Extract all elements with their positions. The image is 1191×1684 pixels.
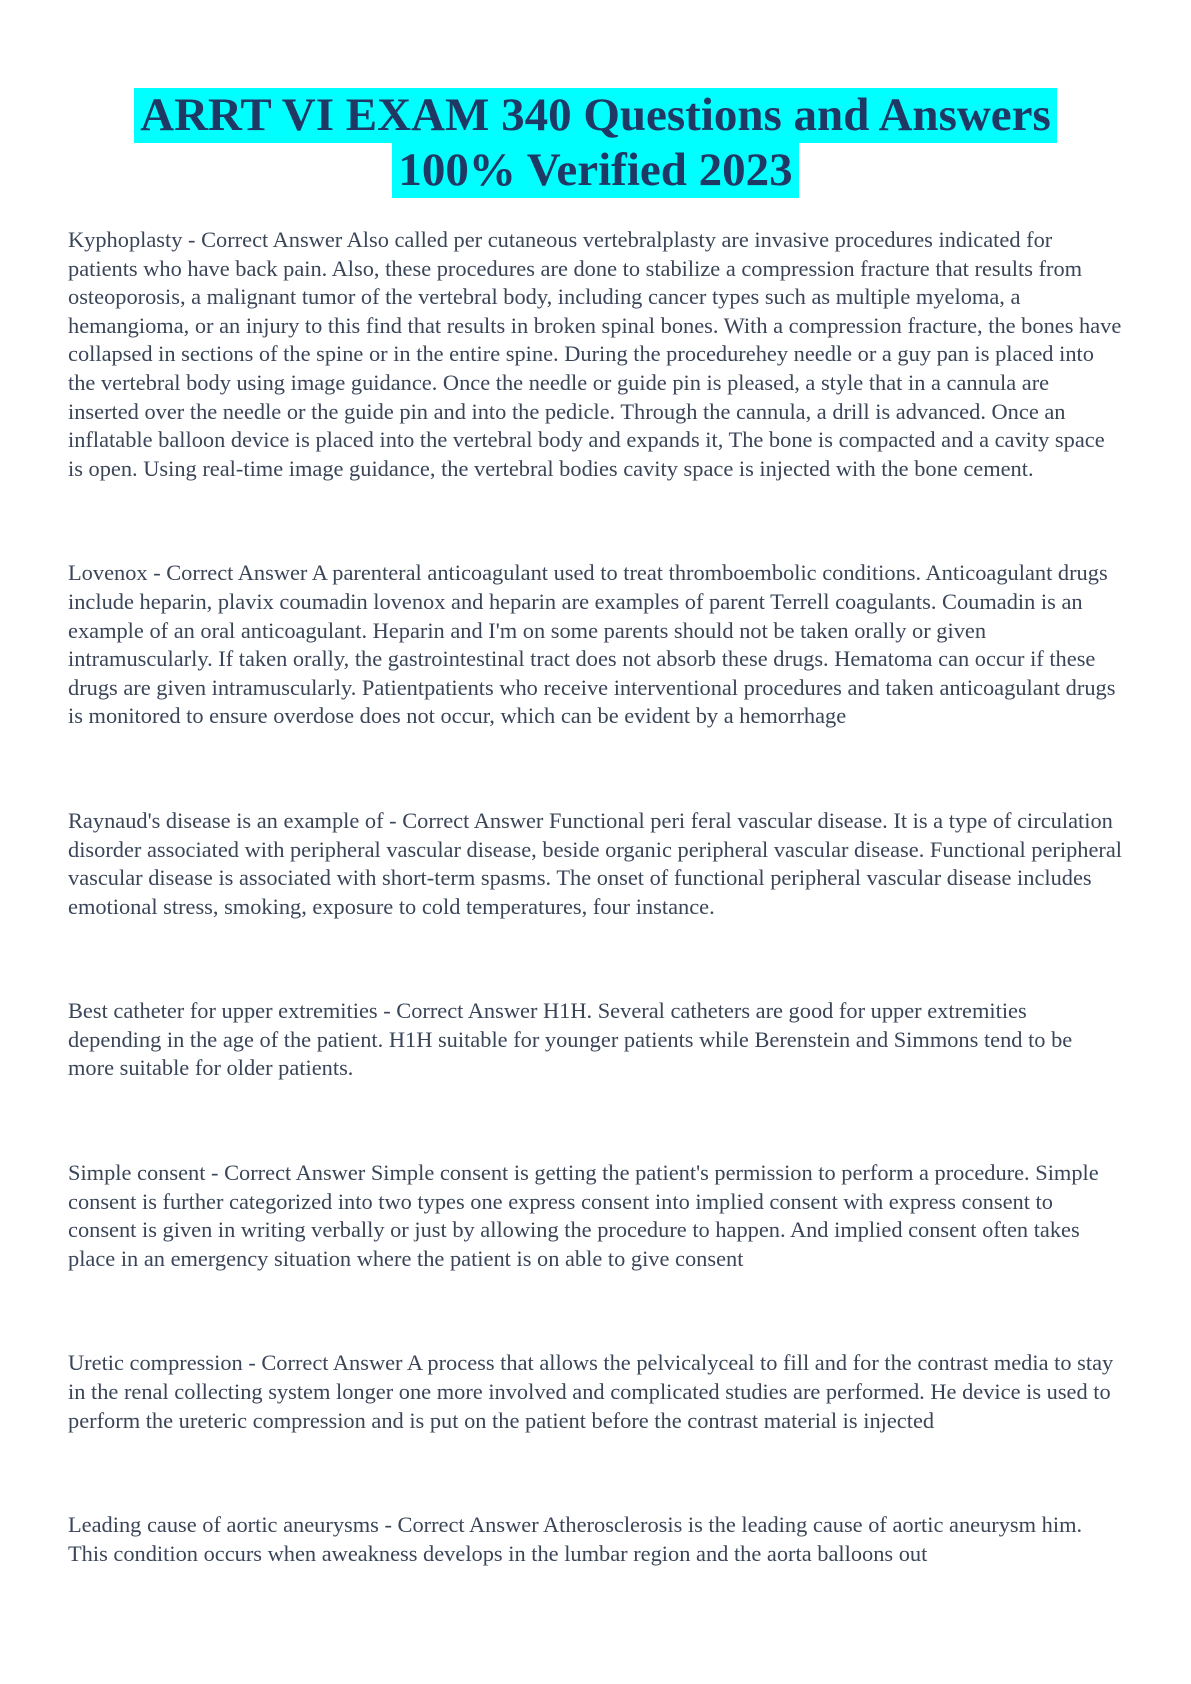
- qa-entry-text: Uretic compression - Correct Answer A process that allows the pelvicalyceal to fill and for the contrast media to stay in the renal collecting system longer one more involved and complicated studies are performed. He device is used to perform the ureteric compression and is put on the patient before the contrast material is injected: [68, 1350, 1114, 1433]
- qa-entry-catheter: [68, 997, 1123, 1083]
- qa-entry-text: Lovenox - Correct Answer A parenteral anticoagulant used to treat thromboembolic conditions. Anticoagulant drugs include heparin, plavix coumadin lovenox and heparin are examples of parent Terrell coagulants. Coumadin is an example of an oral anticoagulant. Heparin and I'm on some parents should not be taken orally or given intramuscularly. If taken orally, the gastrointestinal tract does not absorb these drugs. Hematoma can occur if these drugs are given intramuscularly. Patientpatients who receive interventional procedures and taken anticoagulant drugs is monitored to ensure overdose does not occur, which can be evident by a hemorrhage: [68, 560, 1116, 729]
- qa-entry-kyphoplasty: [68, 226, 1123, 483]
- qa-entry-text: Raynaud's disease is an example of - Correct Answer Functional peri feral vascular disease. It is a type of circulation disorder associated with peripheral vascular disease, beside organic peripheral vascular disease. Functional peripheral vascular disease is associated with short-term spasms. The onset of functional peripheral vascular disease includes emotional stress, smoking, exposure to cold temperatures, four instance.: [68, 807, 1123, 919]
- qa-entry-uretic-compression: [68, 1349, 1123, 1435]
- qa-entry-text: Leading cause of aortic aneurysms - Correct Answer Atherosclerosis is the leading cause of aortic aneurysm him. This condition occurs when aweakness develops in the lumbar region and the aorta balloons out: [68, 1512, 1083, 1566]
- document-title: [68, 88, 1123, 198]
- qa-entry-text: Kyphoplasty - Correct Answer Also called per cutaneous vertebralplasty are invasive procedures indicated for patients who have back pain. Also, these procedures are done to stabilize a compression fracture that results from osteoporosis, a malignant tumor of the vertebral body, including cancer types such as multiple myeloma, a hemangioma, or an injury to this find that results in broken spinal bones. With a compression fracture, the bones have collapsed in sections of the spine or in the entire spine. During the procedurehey needle or a guy pan is placed into the vertebral body using image guidance. Once the needle or guide pin is pleased, a style that in a cannula are inserted over the needle or the guide pin and into the pedicle. Through the cannula, a drill is advanced. Once an inflatable balloon device is placed into the vertebral body and expands it, The bone is compacted and a cavity space is open. Using real-time image guidance, the vertebral bodies cavity space is injected with the bone cement.: [68, 227, 1122, 481]
- qa-entry-simple-consent: [68, 1159, 1123, 1273]
- qa-entry-aortic-aneurysms: [68, 1511, 1123, 1568]
- qa-entry-text: Simple consent - Correct Answer Simple consent is getting the patient's permission to perform a procedure. Simple consent is further categorized into two types one express consent into implied consent with express consent to consent is given in writing verbally or just by allowing the procedure to happen. And implied consent often takes place in an emergency situation where the patient is on able to give consent: [68, 1160, 1099, 1271]
- qa-entry-raynauds: [68, 807, 1123, 921]
- qa-entry-lovenox: [68, 559, 1123, 731]
- title-line-2: 100% Verified 2023: [392, 143, 798, 198]
- title-line-1: ARRT VI EXAM 340 Questions and Answers: [134, 88, 1057, 143]
- qa-entry-text: Best catheter for upper extremities - Correct Answer H1H. Several catheters are good for upper extremities depending in the age of the patient. H1H suitable for younger patients while Berenstein and Simmons tend to be more suitable for older patients.: [68, 998, 1073, 1081]
